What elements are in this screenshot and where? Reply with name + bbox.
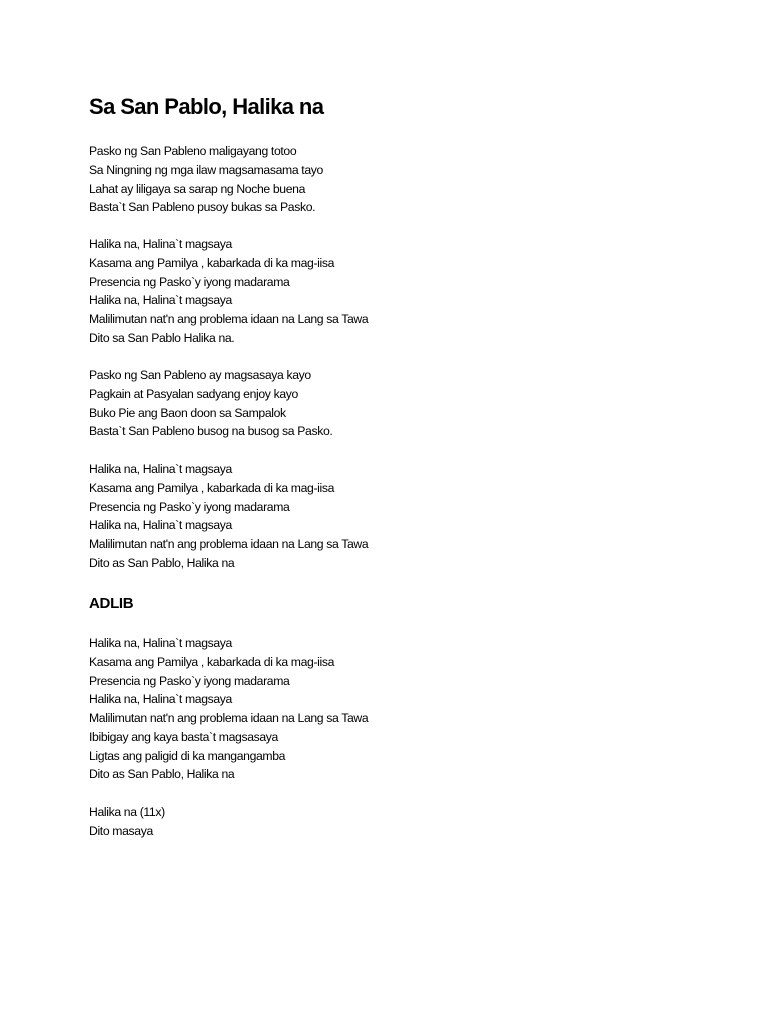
lyric-line: Halika na, Halina`t magsaya [89, 462, 232, 476]
lyric-line: Halika na, Halina`t magsaya [89, 518, 232, 533]
lyric-line: Buko Pie ang Baon doon sa Sampalok [89, 405, 286, 420]
lyric-line: Halika na, Halina`t magsaya [89, 237, 232, 251]
lyric-line: Presencia ng Pasko`y iyong madarama [89, 499, 290, 514]
lyric-line: Presencia ng Pasko`y iyong madarama [89, 673, 290, 688]
lyric-line: Basta`t San Pableno busog na busog sa Pasko. [89, 424, 333, 439]
lyric-line: Kasama ang Pamilya , kabarkada di ka mag-iisa [89, 480, 335, 495]
stanza-chorus-1 [89, 235, 368, 348]
lyric-line: Dito as San Pablo, Halika na [89, 555, 235, 570]
lyric-line: Dito sa San Pablo Halika na. [89, 330, 235, 345]
lyric-line: Kasama ang Pamilya , kabarkada di ka mag-iisa [89, 255, 335, 270]
lyric-line: Malilimutan nat'n ang problema idaan na Lang sa Tawa [89, 537, 369, 551]
lyric-line: Sa Ningning ng mga ilaw magsamasama tayo [89, 162, 323, 177]
stanza-verse-2 [89, 366, 332, 441]
stanza-outro [89, 803, 165, 841]
lyric-line: Halika na, Halina`t magsaya [89, 636, 232, 650]
song-title: Sa San Pablo, Halika na [89, 94, 324, 119]
lyric-line: Malilimutan nat'n ang problema idaan na Lang sa Tawa [89, 312, 369, 326]
stanza-adlib [89, 634, 368, 784]
lyric-line: Ligtas ang paligid di ka mangangamba [89, 748, 286, 763]
lyric-line: Halika na (11x) [89, 805, 165, 819]
lyric-line: Lahat ay liligaya sa sarap ng Noche buena [89, 181, 306, 196]
adlib-heading: ADLIB [89, 595, 134, 612]
lyric-line: Presencia ng Pasko`y iyong madarama [89, 274, 290, 289]
lyric-line: Halika na, Halina`t magsaya [89, 692, 232, 707]
lyric-line: Halika na, Halina`t magsaya [89, 293, 232, 308]
stanza-chorus-2 [89, 460, 368, 573]
lyric-line: Malilimutan nat'n ang problema idaan na Lang sa Tawa [89, 711, 369, 725]
lyric-line: Dito as San Pablo, Halika na [89, 767, 235, 782]
stanza-verse-1 [89, 142, 323, 217]
lyric-line: Pagkain at Pasyalan sadyang enjoy kayo [89, 386, 298, 401]
lyric-line: Basta`t San Pableno pusoy bukas sa Pasko. [89, 200, 316, 215]
lyric-line: Pasko ng San Pableno ay magsasaya kayo [89, 368, 311, 382]
lyric-line: Ibibigay ang kaya basta`t magsasaya [89, 729, 278, 744]
lyric-line: Kasama ang Pamilya , kabarkada di ka mag-iisa [89, 654, 335, 669]
lyric-line: Pasko ng San Pableno maligayang totoo [89, 144, 297, 158]
lyric-line: Dito masaya [89, 823, 153, 838]
